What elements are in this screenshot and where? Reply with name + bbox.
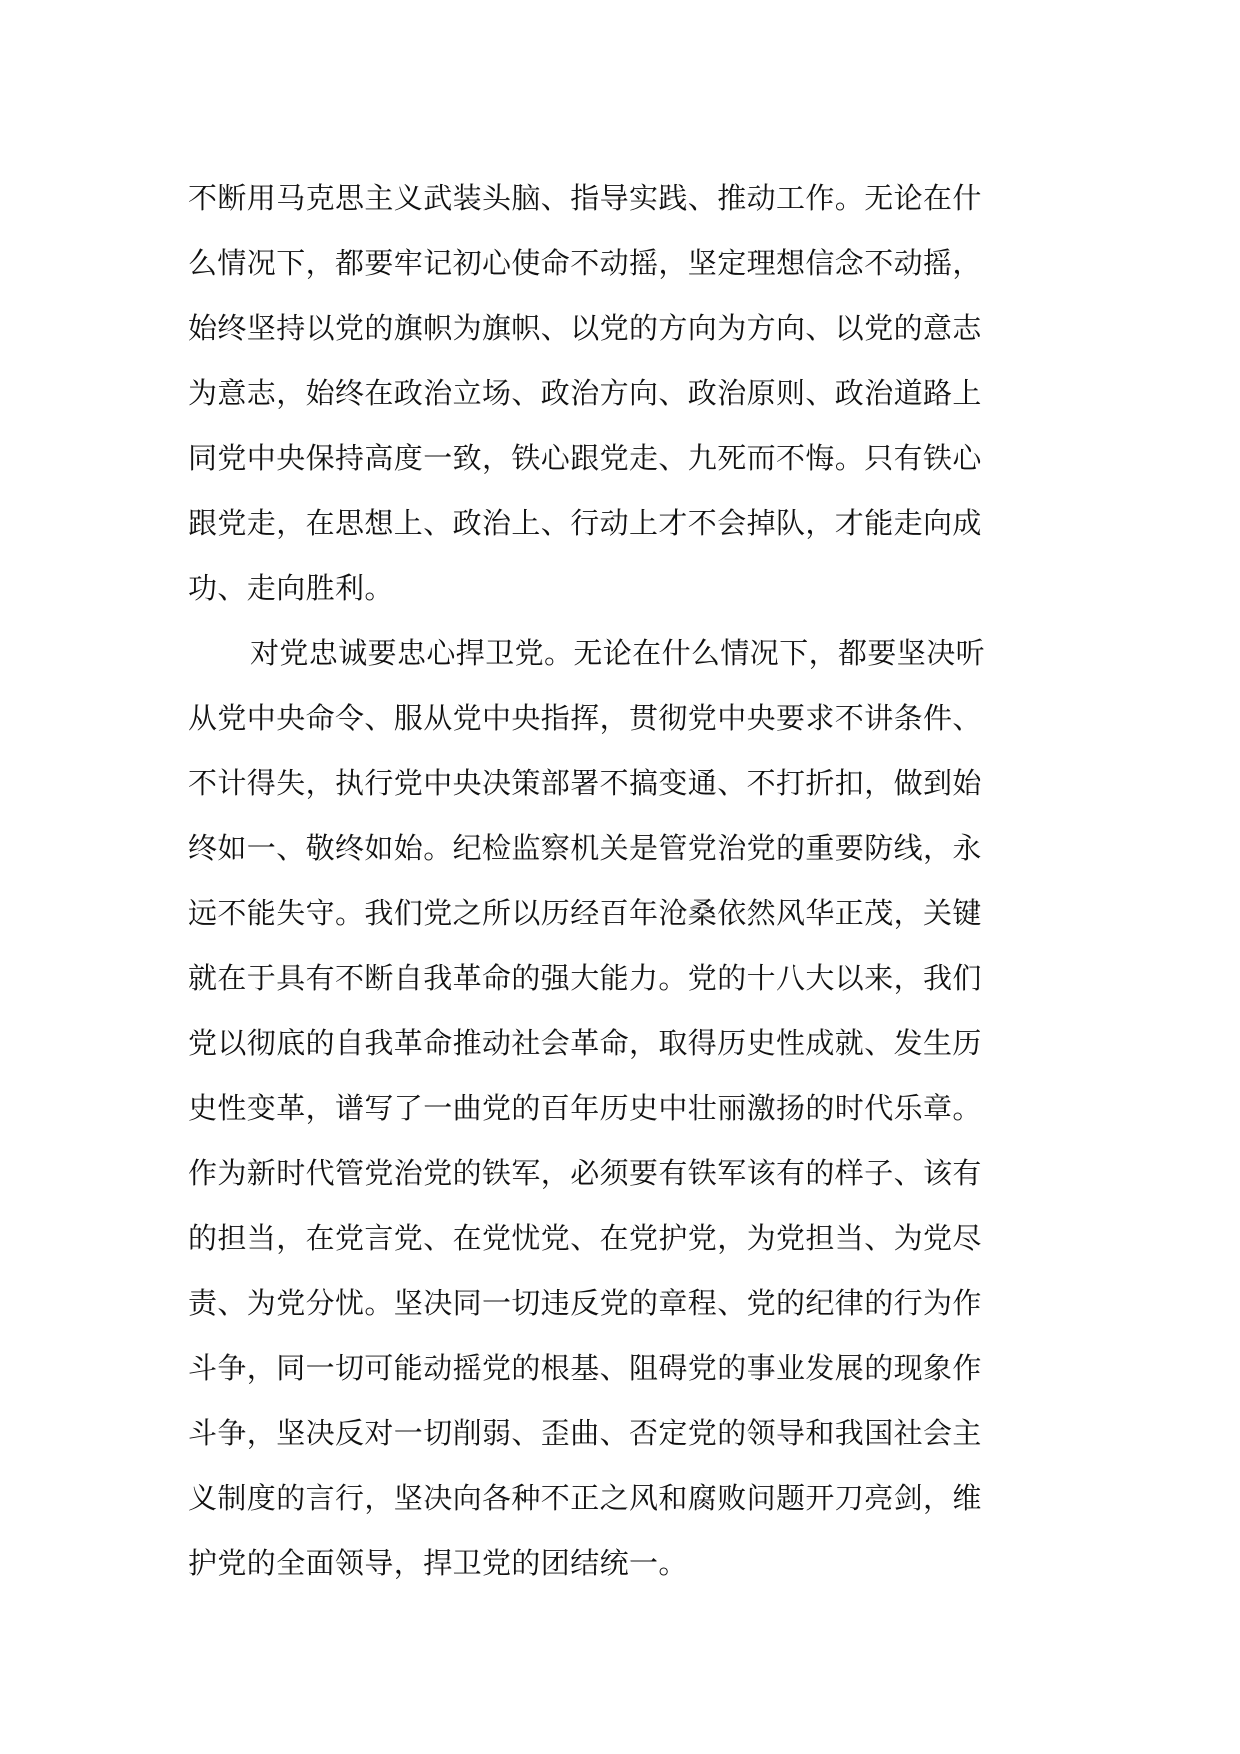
text-line: 就在于具有不断自我革命的强大能力。党的十八大以来，我们: [188, 961, 982, 995]
text-line: 同党中央保持高度一致，铁心跟党走、九死而不悔。只有铁心: [188, 441, 982, 475]
text-line: 斗争，坚决反对一切削弱、歪曲、否定党的领导和我国社会主: [188, 1416, 982, 1450]
document-body: [188, 166, 1062, 1596]
text-line: 史性变革，谱写了一曲党的百年历史中壮丽激扬的时代乐章。: [188, 1091, 982, 1125]
text-line: 远不能失守。我们党之所以历经百年沧桑依然风华正茂，关键: [188, 896, 982, 930]
text-line: 党以彻底的自我革命推动社会革命，取得历史性成就、发生历: [188, 1026, 982, 1060]
text-line: 功、走向胜利。: [188, 571, 394, 605]
text-line-indented: 对党忠诚要忠心捍卫党。无论在什么情况下，都要坚决听: [250, 636, 986, 670]
text-line: 终如一、敬终如始。纪检监察机关是管党治党的重要防线，永: [188, 831, 982, 865]
paragraph-2: [188, 621, 1062, 1596]
text-line: 不计得失，执行党中央决策部署不搞变通、不打折扣，做到始: [188, 766, 982, 800]
text-line: 么情况下，都要牢记初心使命不动摇，坚定理想信念不动摇，: [188, 246, 982, 280]
text-line: 义制度的言行，坚决向各种不正之风和腐败问题开刀亮剑，维: [188, 1481, 982, 1515]
text-line: 作为新时代管党治党的铁军，必须要有铁军该有的样子、该有: [188, 1156, 982, 1190]
text-line: 为意志，始终在政治立场、政治方向、政治原则、政治道路上: [188, 376, 982, 410]
text-line: 斗争，同一切可能动摇党的根基、阻碍党的事业发展的现象作: [188, 1351, 982, 1385]
text-line: 责、为党分忧。坚决同一切违反党的章程、党的纪律的行为作: [188, 1286, 982, 1320]
text-line: 从党中央命令、服从党中央指挥，贯彻党中央要求不讲条件、: [188, 701, 982, 735]
text-line: 始终坚持以党的旗帜为旗帜、以党的方向为方向、以党的意志: [188, 311, 982, 345]
paragraph-1: [188, 166, 1062, 621]
text-line: 护党的全面领导，捍卫党的团结统一。: [188, 1546, 688, 1580]
text-line: 不断用马克思主义武装头脑、指导实践、推动工作。无论在什: [188, 181, 982, 215]
text-line: 跟党走，在思想上、政治上、行动上才不会掉队，才能走向成: [188, 506, 982, 540]
text-line: 的担当，在党言党、在党忧党、在党护党，为党担当、为党尽: [188, 1221, 982, 1255]
